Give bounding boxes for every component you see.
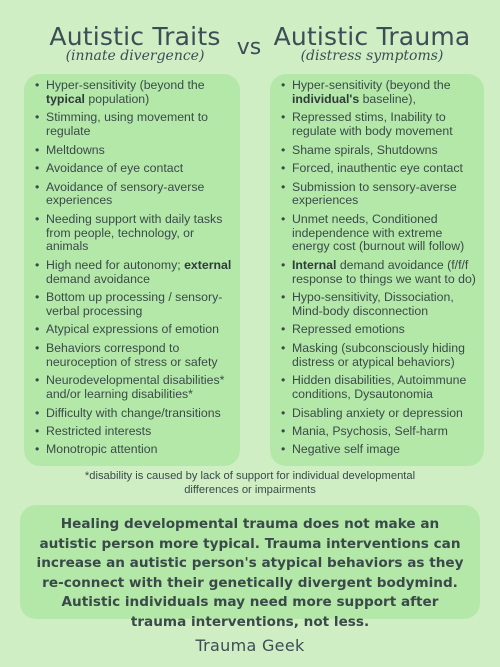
traits-panel — [24, 74, 240, 466]
trauma-title: Autistic Trauma — [273, 22, 471, 51]
traits-item — [34, 259, 232, 287]
traits-header — [40, 22, 230, 63]
trauma-item-text: Repressed emotions — [292, 322, 405, 337]
callout-text: Healing developmental trauma does not make an autistic person more typical. Trauma interventions can increase an autistic person's atypical behaviors as they re-connect with their genetically divergent bodymind. Autistic individuals may need more support after trauma interventions, not less. — [36, 516, 464, 630]
trauma-item — [280, 342, 476, 370]
trauma-item — [280, 443, 476, 457]
trauma-item — [280, 213, 476, 254]
traits-item-text: Monotropic attention — [46, 442, 158, 457]
traits-item-emphasis: typical — [46, 91, 85, 106]
trauma-item-text: Hyper-sensitivity (beyond the — [292, 78, 451, 92]
traits-item-text: High need for autonomy; — [46, 257, 185, 272]
trauma-item-text: demand avoidance (f/f/f response to things we want to do) — [292, 257, 476, 286]
traits-item — [34, 213, 232, 254]
traits-list — [34, 79, 232, 457]
trauma-item — [280, 407, 476, 421]
trauma-item — [280, 291, 476, 319]
traits-item-text: Hyper-sensitivity (beyond the — [46, 78, 205, 92]
trauma-panel — [270, 74, 484, 466]
traits-item — [34, 342, 232, 370]
traits-item-text: Behaviors correspond to neuroception of stress or safety — [46, 340, 218, 369]
trauma-item-text: Repressed stims, Inability to regulate with body movement — [292, 110, 453, 139]
trauma-item-text: Unmet needs, Conditioned independence with extreme energy cost (burnout will follow) — [292, 211, 465, 254]
traits-item-text: Neurodevelopmental disabilities* and/or learning disabilities* — [46, 373, 225, 402]
trauma-item-text: Hypo-sensitivity, Dissociation, Mind-body disconnection — [292, 290, 454, 318]
traits-item-text: population) — [84, 91, 150, 106]
trauma-item — [280, 323, 476, 337]
trauma-subtitle: (distress symptoms) — [300, 48, 444, 64]
trauma-item — [280, 144, 476, 158]
traits-item — [34, 425, 232, 439]
trauma-item-text: Shame spirals, Shutdowns — [292, 142, 438, 157]
trauma-item-text: baseline), — [359, 91, 416, 106]
traits-item — [34, 162, 232, 176]
trauma-item — [280, 162, 476, 176]
traits-item — [34, 374, 232, 402]
traits-item — [34, 291, 232, 319]
traits-item-text: Atypical expressions of emotion — [46, 322, 219, 337]
traits-item-text: Avoidance of sensory-averse experiences — [46, 179, 205, 208]
traits-title: Autistic Traits — [49, 22, 221, 51]
traits-item — [34, 79, 232, 107]
brand-name: Trauma Geek — [195, 636, 305, 655]
traits-item — [34, 181, 232, 209]
trauma-item — [280, 181, 476, 209]
trauma-item-text: Disabling anxiety or depression — [292, 405, 463, 420]
traits-subtitle: (innate divergence) — [65, 48, 205, 64]
trauma-item — [280, 374, 476, 402]
traits-item-text: Restricted interests — [46, 423, 152, 438]
traits-item-text: demand avoidance — [46, 271, 150, 286]
trauma-list — [280, 79, 476, 457]
trauma-item-emphasis: individual's — [292, 91, 360, 106]
trauma-item-text: Hidden disabilities, Autoimmune conditions, Dysautonomia — [292, 373, 467, 402]
callout-box — [20, 505, 480, 630]
traits-item — [34, 407, 232, 421]
trauma-item — [280, 79, 476, 107]
traits-item — [34, 111, 232, 139]
trauma-item — [280, 259, 476, 287]
trauma-item — [280, 425, 476, 439]
traits-item-text: Meltdowns — [46, 142, 105, 157]
trauma-item-emphasis: Internal — [292, 257, 337, 272]
disability-footnote: *disability is caused by lack of support for individual developmental differences or impairments — [84, 470, 416, 496]
trauma-item-text: Mania, Psychosis, Self-harm — [292, 423, 448, 438]
trauma-item — [280, 111, 476, 139]
trauma-header — [272, 22, 472, 63]
traits-item-emphasis: external — [184, 257, 232, 272]
trauma-item-text: Negative self image — [292, 442, 400, 457]
traits-item-text: Avoidance of eye contact — [46, 161, 184, 176]
traits-item-text: Stimming, using movement to regulate — [46, 110, 208, 139]
trauma-item-text: Masking (subconsciously hiding distress or atypical behaviors) — [292, 340, 465, 369]
traits-item — [34, 144, 232, 158]
trauma-item-text: Submission to sensory-averse experiences — [292, 179, 457, 208]
trauma-item-text: Forced, inauthentic eye contact — [292, 161, 463, 176]
traits-item-text: Difficulty with change/transitions — [46, 405, 221, 420]
traits-item — [34, 443, 232, 457]
vs-label: vs — [236, 35, 262, 60]
traits-item-text: Needing support with daily tasks from people, technology, or animals — [46, 211, 223, 254]
traits-item — [34, 323, 232, 337]
traits-item-text: Bottom up processing / sensory-verbal processing — [46, 290, 223, 318]
